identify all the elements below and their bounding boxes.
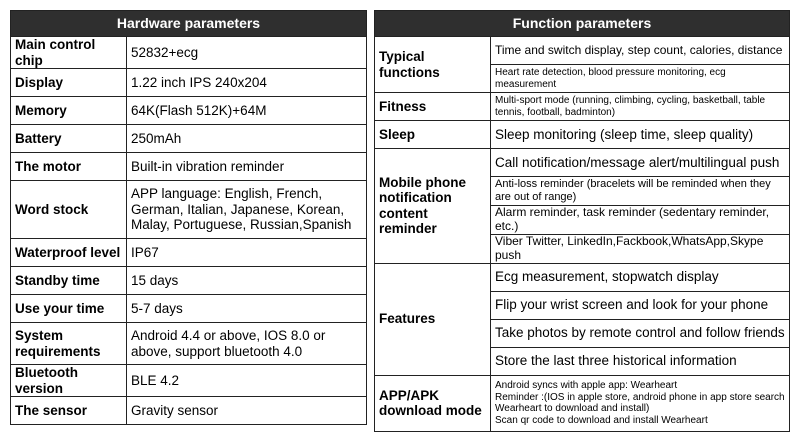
feature-item: Store the last three historical information bbox=[491, 347, 790, 375]
param-value: 64K(Flash 512K)+64M bbox=[127, 97, 367, 125]
app-download-line: Scan qr code to download and install Wearheart bbox=[495, 414, 708, 426]
fitness-label: Fitness bbox=[375, 93, 491, 121]
table-row bbox=[11, 125, 367, 153]
param-name: Memory bbox=[11, 97, 127, 125]
param-value: 5-7 days bbox=[127, 295, 367, 323]
sleep-value: Sleep monitoring (sleep time, sleep quality) bbox=[491, 121, 790, 149]
hardware-header: Hardware parameters bbox=[11, 11, 367, 37]
param-value: BLE 4.2 bbox=[127, 365, 367, 397]
table-row bbox=[11, 69, 367, 97]
notification-label: Mobile phone notification content reminder bbox=[375, 149, 491, 264]
features-label: Features bbox=[375, 263, 491, 375]
sleep-label: Sleep bbox=[375, 121, 491, 149]
table-row bbox=[11, 267, 367, 295]
table-row bbox=[375, 93, 790, 121]
param-name: Main control chip bbox=[11, 37, 127, 69]
table-row bbox=[11, 37, 367, 69]
param-name: Standby time bbox=[11, 267, 127, 295]
param-name: Display bbox=[11, 69, 127, 97]
function-parameters-table bbox=[374, 10, 790, 432]
app-download-label: APP/APK download mode bbox=[375, 375, 491, 431]
param-value: 15 days bbox=[127, 267, 367, 295]
param-name: Word stock bbox=[11, 181, 127, 239]
table-row bbox=[11, 323, 367, 365]
app-download-value bbox=[491, 375, 790, 431]
param-name: The sensor bbox=[11, 397, 127, 425]
table-row bbox=[11, 365, 367, 397]
param-value: Android 4.4 or above, IOS 8.0 or above, support bluetooth 4.0 bbox=[127, 323, 367, 365]
app-download-line: Reminder :(IOS in apple store, android phone in app store search Wearheart to download and install) bbox=[495, 391, 785, 415]
table-row bbox=[11, 181, 367, 239]
param-name: System requirements bbox=[11, 323, 127, 365]
param-name: Use your time bbox=[11, 295, 127, 323]
notification-item: Anti-loss reminder (bracelets will be reminded when they are out of range) bbox=[491, 177, 790, 206]
app-download-line: Android syncs with apple app: Wearheart bbox=[495, 380, 678, 392]
table-row bbox=[11, 97, 367, 125]
param-name: The motor bbox=[11, 153, 127, 181]
table-row bbox=[375, 121, 790, 149]
param-value: IP67 bbox=[127, 239, 367, 267]
table-row bbox=[375, 263, 790, 291]
table-row bbox=[375, 37, 790, 65]
feature-item: Ecg measurement, stopwatch display bbox=[491, 263, 790, 291]
notification-item: Viber Twitter, LinkedIn,Fackbook,WhatsApp,Skype push bbox=[491, 235, 790, 264]
param-value: 1.22 inch IPS 240x204 bbox=[127, 69, 367, 97]
notification-item: Call notification/message alert/multilingual push bbox=[491, 149, 790, 177]
notification-item: Alarm reminder, task reminder (sedentary reminder, etc.) bbox=[491, 206, 790, 235]
table-row bbox=[11, 397, 367, 425]
typical-function-item: Heart rate detection, blood pressure monitoring, ecg measurement bbox=[491, 65, 790, 93]
param-value: Gravity sensor bbox=[127, 397, 367, 425]
param-value: 52832+ecg bbox=[127, 37, 367, 69]
typical-function-item: Time and switch display, step count, calories, distance bbox=[491, 37, 790, 65]
hardware-parameters-table bbox=[10, 10, 367, 425]
fitness-value: Multi-sport mode (running, climbing, cycling, basketball, table tennis, football, badminton) bbox=[491, 93, 790, 121]
function-header: Function parameters bbox=[375, 11, 790, 37]
table-row bbox=[375, 149, 790, 177]
param-value: APP language: English, French, German, Italian, Japanese, Korean, Malay, Portuguese, Russian,Spanish bbox=[127, 181, 367, 239]
param-name: Bluetooth version bbox=[11, 365, 127, 397]
param-name: Battery bbox=[11, 125, 127, 153]
param-value: 250mAh bbox=[127, 125, 367, 153]
table-row bbox=[375, 375, 790, 431]
feature-item: Flip your wrist screen and look for your phone bbox=[491, 291, 790, 319]
param-name: Waterproof level bbox=[11, 239, 127, 267]
feature-item: Take photos by remote control and follow friends bbox=[491, 319, 790, 347]
table-row bbox=[11, 295, 367, 323]
table-row bbox=[11, 239, 367, 267]
typical-functions-label: Typical functions bbox=[375, 37, 491, 93]
param-value: Built-in vibration reminder bbox=[127, 153, 367, 181]
table-row bbox=[11, 153, 367, 181]
